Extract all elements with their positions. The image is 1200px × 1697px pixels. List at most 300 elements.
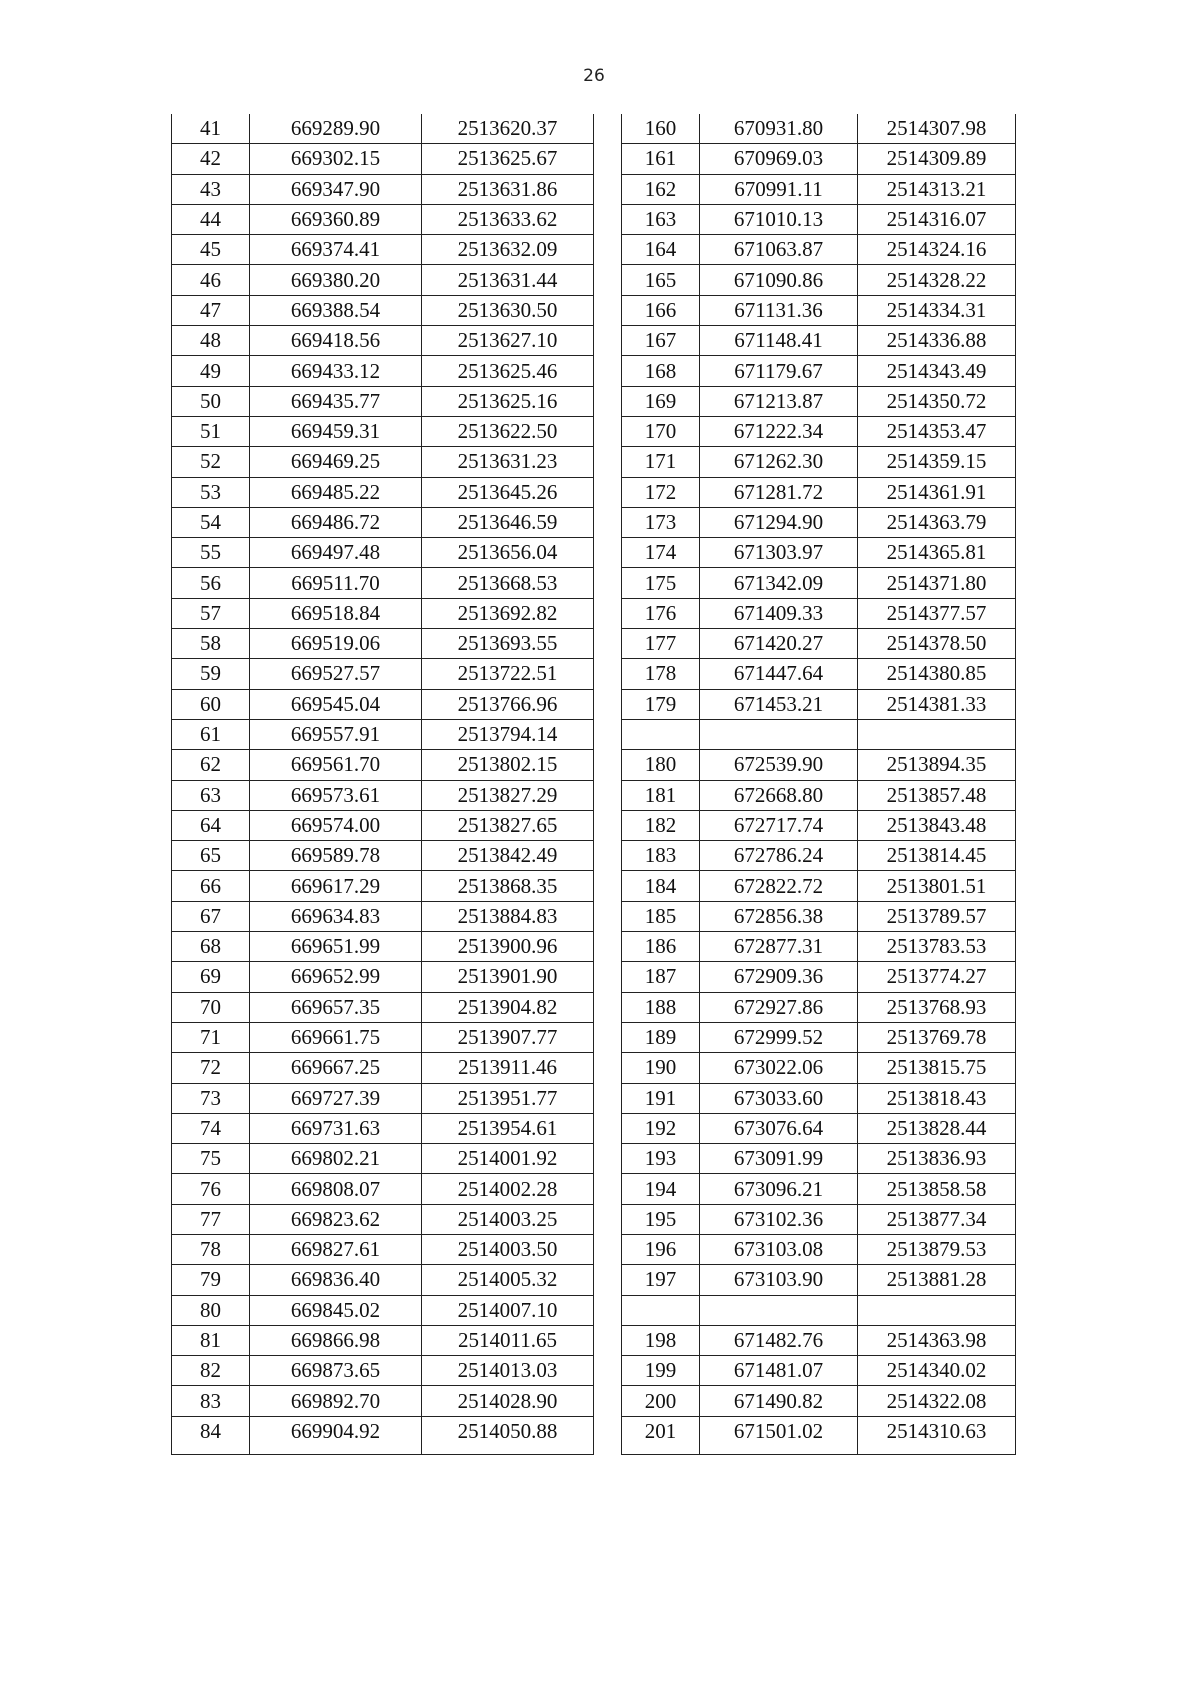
point-number-cell: 62 (172, 750, 250, 780)
point-number-cell: 54 (172, 507, 250, 537)
table-row (172, 174, 594, 204)
table-row (172, 932, 594, 962)
point-number-cell: 170 (622, 416, 700, 446)
x-coordinate-cell: 669302.15 (250, 144, 422, 174)
y-coordinate-cell: 2513814.45 (858, 841, 1016, 871)
x-coordinate-cell: 669561.70 (250, 750, 422, 780)
point-number-cell: 194 (622, 1174, 700, 1204)
table-row (172, 871, 594, 901)
table-row (622, 992, 1016, 1022)
x-coordinate-cell: 671010.13 (700, 204, 858, 234)
point-number-cell: 64 (172, 810, 250, 840)
point-number-cell: 75 (172, 1144, 250, 1174)
table-row (172, 1204, 594, 1234)
point-number-cell: 53 (172, 477, 250, 507)
y-coordinate-cell: 2514328.22 (858, 265, 1016, 295)
table-row (622, 871, 1016, 901)
y-coordinate-cell: 2513789.57 (858, 901, 1016, 931)
table-row (622, 416, 1016, 446)
y-coordinate-cell: 2513631.44 (422, 265, 594, 295)
point-number-cell: 195 (622, 1204, 700, 1234)
table-row (622, 1265, 1016, 1295)
point-number-cell: 42 (172, 144, 250, 174)
point-number-cell: 162 (622, 174, 700, 204)
x-coordinate-cell: 669589.78 (250, 841, 422, 871)
x-coordinate-cell: 671482.76 (700, 1325, 858, 1355)
y-coordinate-cell: 2513877.34 (858, 1204, 1016, 1234)
table-row (622, 1204, 1016, 1234)
y-coordinate-cell: 2513783.53 (858, 932, 1016, 962)
y-coordinate-cell: 2513766.96 (422, 689, 594, 719)
y-coordinate-cell: 2513868.35 (422, 871, 594, 901)
point-number-cell: 175 (622, 568, 700, 598)
y-coordinate-cell: 2513900.96 (422, 932, 594, 962)
x-coordinate-cell: 671222.34 (700, 416, 858, 446)
x-coordinate-cell: 670991.11 (700, 174, 858, 204)
point-number-cell: 193 (622, 1144, 700, 1174)
y-coordinate-cell: 2514363.79 (858, 507, 1016, 537)
y-coordinate-cell: 2514013.03 (422, 1356, 594, 1386)
point-number-cell: 61 (172, 719, 250, 749)
y-coordinate-cell: 2514343.49 (858, 356, 1016, 386)
x-coordinate-cell: 669823.62 (250, 1204, 422, 1234)
y-coordinate-cell: 2513722.51 (422, 659, 594, 689)
x-coordinate-cell: 672909.36 (700, 962, 858, 992)
point-number-cell: 55 (172, 538, 250, 568)
x-coordinate-cell: 673103.90 (700, 1265, 858, 1295)
y-coordinate-cell: 2513631.86 (422, 174, 594, 204)
point-number-cell: 80 (172, 1295, 250, 1325)
point-number-cell: 49 (172, 356, 250, 386)
y-coordinate-cell: 2514005.32 (422, 1265, 594, 1295)
point-number-cell: 74 (172, 1113, 250, 1143)
y-coordinate-cell: 2513818.43 (858, 1083, 1016, 1113)
table-row (172, 962, 594, 992)
point-number-cell: 196 (622, 1234, 700, 1264)
y-coordinate-cell: 2514378.50 (858, 629, 1016, 659)
y-coordinate-cell: 2514003.50 (422, 1234, 594, 1264)
point-number-cell: 169 (622, 386, 700, 416)
table-row (622, 689, 1016, 719)
table-row (172, 356, 594, 386)
table-row (622, 386, 1016, 416)
point-number-cell: 77 (172, 1204, 250, 1234)
point-number-cell: 180 (622, 750, 700, 780)
y-coordinate-cell: 2513630.50 (422, 295, 594, 325)
y-coordinate-cell: 2514363.98 (858, 1325, 1016, 1355)
x-coordinate-cell: 669347.90 (250, 174, 422, 204)
y-coordinate-cell: 2513625.46 (422, 356, 594, 386)
point-number-cell: 201 (622, 1416, 700, 1454)
point-number-cell: 68 (172, 932, 250, 962)
table-row (172, 507, 594, 537)
y-coordinate-cell: 2513857.48 (858, 780, 1016, 810)
y-coordinate-cell: 2514028.90 (422, 1386, 594, 1416)
point-number-cell: 44 (172, 204, 250, 234)
table-row (172, 295, 594, 325)
x-coordinate-cell: 669289.90 (250, 114, 422, 144)
y-coordinate-cell: 2514307.98 (858, 114, 1016, 144)
x-coordinate-cell: 669435.77 (250, 386, 422, 416)
table-row (172, 144, 594, 174)
y-coordinate-cell: 2513668.53 (422, 568, 594, 598)
point-number-cell: 82 (172, 1356, 250, 1386)
table-row (622, 810, 1016, 840)
x-coordinate-cell: 669485.22 (250, 477, 422, 507)
y-coordinate-cell: 2513794.14 (422, 719, 594, 749)
y-coordinate-cell: 2513828.44 (858, 1113, 1016, 1143)
y-coordinate-cell: 2513801.51 (858, 871, 1016, 901)
table-row (172, 1356, 594, 1386)
table-row (172, 1416, 594, 1454)
point-number-cell: 178 (622, 659, 700, 689)
table-row (172, 689, 594, 719)
y-coordinate-cell: 2513911.46 (422, 1053, 594, 1083)
point-number-cell: 188 (622, 992, 700, 1022)
x-coordinate-cell: 669518.84 (250, 598, 422, 628)
table-row (172, 204, 594, 234)
x-coordinate-cell: 673102.36 (700, 1204, 858, 1234)
point-number-cell: 45 (172, 235, 250, 265)
x-coordinate-cell: 669652.99 (250, 962, 422, 992)
table-row (172, 1234, 594, 1264)
table-row (172, 719, 594, 749)
x-coordinate-cell: 670969.03 (700, 144, 858, 174)
point-number-cell: 56 (172, 568, 250, 598)
x-coordinate-cell: 672822.72 (700, 871, 858, 901)
table-row (622, 962, 1016, 992)
table-row (622, 901, 1016, 931)
x-coordinate-cell: 673076.64 (700, 1113, 858, 1143)
y-coordinate-cell: 2513858.58 (858, 1174, 1016, 1204)
x-coordinate-cell: 672668.80 (700, 780, 858, 810)
y-coordinate-cell: 2513625.67 (422, 144, 594, 174)
y-coordinate-cell: 2514380.85 (858, 659, 1016, 689)
table-row (172, 598, 594, 628)
x-coordinate-cell: 669573.61 (250, 780, 422, 810)
y-coordinate-cell: 2514322.08 (858, 1386, 1016, 1416)
x-coordinate-cell: 671294.90 (700, 507, 858, 537)
x-coordinate-cell: 671262.30 (700, 447, 858, 477)
table-row (622, 1386, 1016, 1416)
table-row (622, 568, 1016, 598)
x-coordinate-cell: 671342.09 (700, 568, 858, 598)
y-coordinate-cell: 2513901.90 (422, 962, 594, 992)
point-number-cell: 52 (172, 447, 250, 477)
x-coordinate-cell: 673033.60 (700, 1083, 858, 1113)
point-number-cell: 183 (622, 841, 700, 871)
y-coordinate-cell (858, 719, 1016, 749)
point-number-cell: 185 (622, 901, 700, 931)
x-coordinate-cell: 673096.21 (700, 1174, 858, 1204)
y-coordinate-cell: 2513951.77 (422, 1083, 594, 1113)
x-coordinate-cell: 671281.72 (700, 477, 858, 507)
y-coordinate-cell: 2514361.91 (858, 477, 1016, 507)
y-coordinate-cell: 2513827.29 (422, 780, 594, 810)
point-number-cell: 67 (172, 901, 250, 931)
y-coordinate-cell: 2513768.93 (858, 992, 1016, 1022)
y-coordinate-cell: 2513842.49 (422, 841, 594, 871)
table-row (172, 447, 594, 477)
point-number-cell (622, 719, 700, 749)
y-coordinate-cell: 2513769.78 (858, 1022, 1016, 1052)
table-row (172, 114, 594, 144)
x-coordinate-cell: 673091.99 (700, 1144, 858, 1174)
table-row (622, 1144, 1016, 1174)
x-coordinate-cell (700, 1295, 858, 1325)
x-coordinate-cell: 671148.41 (700, 326, 858, 356)
point-number-cell: 70 (172, 992, 250, 1022)
x-coordinate-cell: 669511.70 (250, 568, 422, 598)
x-coordinate-cell: 669866.98 (250, 1325, 422, 1355)
y-coordinate-cell: 2514340.02 (858, 1356, 1016, 1386)
x-coordinate-cell: 671420.27 (700, 629, 858, 659)
table-row (172, 780, 594, 810)
point-number-cell: 79 (172, 1265, 250, 1295)
table-row (622, 265, 1016, 295)
x-coordinate-cell: 671131.36 (700, 295, 858, 325)
table-row (172, 1144, 594, 1174)
y-coordinate-cell: 2513633.62 (422, 204, 594, 234)
x-coordinate-cell: 669873.65 (250, 1356, 422, 1386)
x-coordinate-cell: 671213.87 (700, 386, 858, 416)
x-coordinate-cell: 669527.57 (250, 659, 422, 689)
y-coordinate-cell: 2513904.82 (422, 992, 594, 1022)
table-row (172, 265, 594, 295)
point-number-cell: 164 (622, 235, 700, 265)
table-row (622, 598, 1016, 628)
x-coordinate-cell: 672786.24 (700, 841, 858, 871)
table-row (622, 204, 1016, 234)
y-coordinate-cell: 2514353.47 (858, 416, 1016, 446)
point-number-cell: 73 (172, 1083, 250, 1113)
point-number-cell: 78 (172, 1234, 250, 1264)
x-coordinate-cell: 669727.39 (250, 1083, 422, 1113)
x-coordinate-cell: 669486.72 (250, 507, 422, 537)
y-coordinate-cell: 2514336.88 (858, 326, 1016, 356)
x-coordinate-cell: 671490.82 (700, 1386, 858, 1416)
table-row (172, 326, 594, 356)
table-row (622, 1295, 1016, 1325)
point-number-cell: 191 (622, 1083, 700, 1113)
table-row (172, 386, 594, 416)
point-number-cell: 182 (622, 810, 700, 840)
table-row (172, 1295, 594, 1325)
point-number-cell: 43 (172, 174, 250, 204)
y-coordinate-cell: 2513836.93 (858, 1144, 1016, 1174)
point-number-cell: 47 (172, 295, 250, 325)
table-row (622, 477, 1016, 507)
x-coordinate-cell: 669731.63 (250, 1113, 422, 1143)
x-coordinate-cell: 671481.07 (700, 1356, 858, 1386)
point-number-cell: 200 (622, 1386, 700, 1416)
table-row (622, 356, 1016, 386)
y-coordinate-cell: 2513622.50 (422, 416, 594, 446)
point-number-cell: 65 (172, 841, 250, 871)
y-coordinate-cell: 2514002.28 (422, 1174, 594, 1204)
table-row (622, 1325, 1016, 1355)
table-row (172, 750, 594, 780)
table-row (172, 1174, 594, 1204)
table-row (622, 447, 1016, 477)
table-row (172, 477, 594, 507)
y-coordinate-cell: 2513774.27 (858, 962, 1016, 992)
x-coordinate-cell: 669418.56 (250, 326, 422, 356)
table-row (622, 174, 1016, 204)
y-coordinate-cell: 2514381.33 (858, 689, 1016, 719)
point-number-cell: 179 (622, 689, 700, 719)
point-number-cell: 160 (622, 114, 700, 144)
x-coordinate-cell: 670931.80 (700, 114, 858, 144)
x-coordinate-cell: 669617.29 (250, 871, 422, 901)
table-row (172, 810, 594, 840)
point-number-cell: 197 (622, 1265, 700, 1295)
table-row (622, 629, 1016, 659)
x-coordinate-cell: 672877.31 (700, 932, 858, 962)
x-coordinate-cell: 673103.08 (700, 1234, 858, 1264)
x-coordinate-cell: 669845.02 (250, 1295, 422, 1325)
x-coordinate-cell: 669557.91 (250, 719, 422, 749)
table-row (622, 659, 1016, 689)
table-row (622, 507, 1016, 537)
point-number-cell: 187 (622, 962, 700, 992)
x-coordinate-cell: 669651.99 (250, 932, 422, 962)
y-coordinate-cell: 2513632.09 (422, 235, 594, 265)
table-row (622, 750, 1016, 780)
point-number-cell: 58 (172, 629, 250, 659)
point-number-cell: 177 (622, 629, 700, 659)
table-row (172, 568, 594, 598)
x-coordinate-cell: 671447.64 (700, 659, 858, 689)
point-number-cell: 63 (172, 780, 250, 810)
y-coordinate-cell: 2513884.83 (422, 901, 594, 931)
x-coordinate-cell: 669497.48 (250, 538, 422, 568)
point-number-cell: 168 (622, 356, 700, 386)
y-coordinate-cell: 2514309.89 (858, 144, 1016, 174)
table-row (622, 780, 1016, 810)
y-coordinate-cell: 2514313.21 (858, 174, 1016, 204)
x-coordinate-cell: 669657.35 (250, 992, 422, 1022)
table-row (622, 1113, 1016, 1143)
point-number-cell: 81 (172, 1325, 250, 1355)
point-number-cell: 198 (622, 1325, 700, 1355)
y-coordinate-cell: 2514316.07 (858, 204, 1016, 234)
table-row (622, 235, 1016, 265)
x-coordinate-cell: 671090.86 (700, 265, 858, 295)
x-coordinate-cell: 671501.02 (700, 1416, 858, 1454)
x-coordinate-cell: 671453.21 (700, 689, 858, 719)
x-coordinate-cell: 672999.52 (700, 1022, 858, 1052)
x-coordinate-cell: 669667.25 (250, 1053, 422, 1083)
table-row (172, 416, 594, 446)
y-coordinate-cell: 2514334.31 (858, 295, 1016, 325)
y-coordinate-cell: 2514011.65 (422, 1325, 594, 1355)
point-number-cell: 173 (622, 507, 700, 537)
x-coordinate-cell: 669634.83 (250, 901, 422, 931)
point-number-cell: 50 (172, 386, 250, 416)
y-coordinate-cell: 2513881.28 (858, 1265, 1016, 1295)
table-row (622, 326, 1016, 356)
table-row (622, 1234, 1016, 1264)
point-number-cell: 46 (172, 265, 250, 295)
point-number-cell: 84 (172, 1416, 250, 1454)
y-coordinate-cell: 2513894.35 (858, 750, 1016, 780)
x-coordinate-cell: 669836.40 (250, 1265, 422, 1295)
table-row (622, 1416, 1016, 1454)
point-number-cell: 181 (622, 780, 700, 810)
coordinates-table-left (171, 114, 594, 1455)
table-row (172, 901, 594, 931)
x-coordinate-cell: 669661.75 (250, 1022, 422, 1052)
y-coordinate-cell: 2514310.63 (858, 1416, 1016, 1454)
table-row (622, 144, 1016, 174)
point-number-cell: 71 (172, 1022, 250, 1052)
x-coordinate-cell: 669388.54 (250, 295, 422, 325)
table-row (622, 719, 1016, 749)
table-row (172, 235, 594, 265)
point-number-cell: 163 (622, 204, 700, 234)
x-coordinate-cell: 672927.86 (700, 992, 858, 1022)
y-coordinate-cell: 2514365.81 (858, 538, 1016, 568)
x-coordinate-cell: 669360.89 (250, 204, 422, 234)
y-coordinate-cell: 2513656.04 (422, 538, 594, 568)
x-coordinate-cell: 669519.06 (250, 629, 422, 659)
y-coordinate-cell: 2514324.16 (858, 235, 1016, 265)
point-number-cell: 190 (622, 1053, 700, 1083)
table-row (622, 114, 1016, 144)
x-coordinate-cell: 669827.61 (250, 1234, 422, 1264)
y-coordinate-cell: 2513631.23 (422, 447, 594, 477)
table-row (172, 1265, 594, 1295)
x-coordinate-cell: 669469.25 (250, 447, 422, 477)
table-row (172, 1022, 594, 1052)
y-coordinate-cell: 2513620.37 (422, 114, 594, 144)
table-row (172, 538, 594, 568)
point-number-cell: 60 (172, 689, 250, 719)
x-coordinate-cell: 671409.33 (700, 598, 858, 628)
table-row (622, 932, 1016, 962)
y-coordinate-cell: 2513843.48 (858, 810, 1016, 840)
table-row (622, 1174, 1016, 1204)
point-number-cell: 76 (172, 1174, 250, 1204)
point-number-cell: 172 (622, 477, 700, 507)
x-coordinate-cell: 669433.12 (250, 356, 422, 386)
y-coordinate-cell: 2513645.26 (422, 477, 594, 507)
point-number-cell: 66 (172, 871, 250, 901)
y-coordinate-cell: 2514350.72 (858, 386, 1016, 416)
y-coordinate-cell: 2514003.25 (422, 1204, 594, 1234)
point-number-cell: 166 (622, 295, 700, 325)
x-coordinate-cell: 669380.20 (250, 265, 422, 295)
table-row (622, 538, 1016, 568)
table-row (172, 659, 594, 689)
point-number-cell: 161 (622, 144, 700, 174)
point-number-cell: 186 (622, 932, 700, 962)
y-coordinate-cell: 2514001.92 (422, 1144, 594, 1174)
y-coordinate-cell: 2514371.80 (858, 568, 1016, 598)
y-coordinate-cell: 2513907.77 (422, 1022, 594, 1052)
x-coordinate-cell: 672717.74 (700, 810, 858, 840)
point-number-cell: 167 (622, 326, 700, 356)
x-coordinate-cell: 669545.04 (250, 689, 422, 719)
y-coordinate-cell: 2513625.16 (422, 386, 594, 416)
y-coordinate-cell: 2514359.15 (858, 447, 1016, 477)
table-row (172, 1053, 594, 1083)
point-number-cell: 83 (172, 1386, 250, 1416)
point-number-cell: 48 (172, 326, 250, 356)
table-row (622, 295, 1016, 325)
table-row (172, 1325, 594, 1355)
